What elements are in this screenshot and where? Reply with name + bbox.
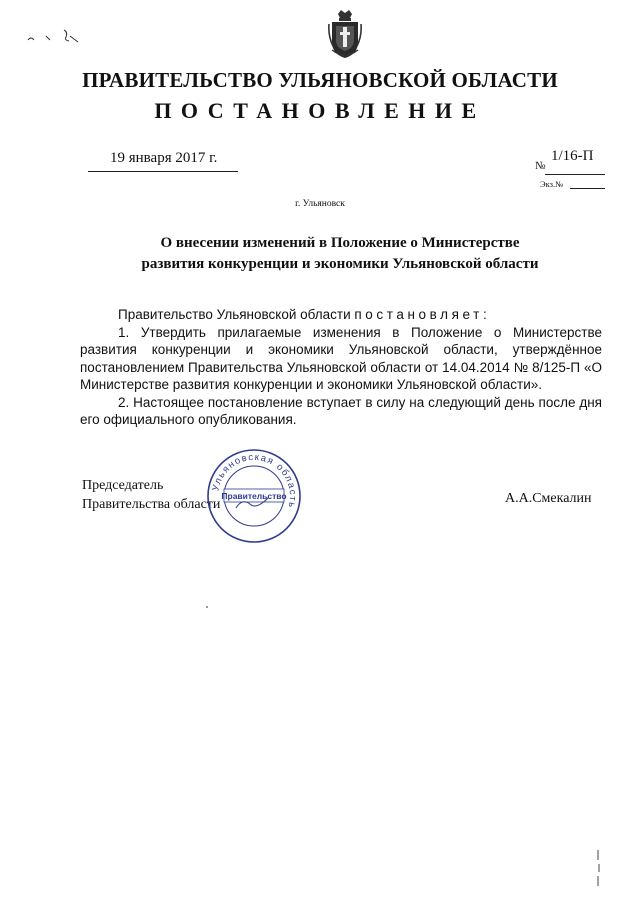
government-title: ПРАВИТЕЛЬСТВО УЛЬЯНОВСКОЙ ОБЛАСТИ bbox=[82, 68, 558, 92]
document-city: г. Ульяновск bbox=[295, 199, 345, 209]
coat-of-arms-icon bbox=[328, 8, 362, 60]
document-number: 1/16-П bbox=[551, 148, 594, 164]
margin-scribble bbox=[24, 24, 84, 50]
document-subject bbox=[100, 233, 580, 275]
official-stamp-icon bbox=[206, 448, 302, 544]
copy-number-underline bbox=[570, 188, 605, 189]
number-label: № bbox=[535, 160, 546, 172]
intro-colon: : bbox=[482, 307, 487, 322]
date-underline bbox=[88, 171, 238, 172]
document-type: ПОСТАНОВЛЕНИЕ bbox=[154, 98, 486, 123]
speck bbox=[206, 606, 208, 608]
signatory-position bbox=[82, 476, 220, 514]
margin-mark bbox=[592, 848, 604, 888]
position-line-2: Правительства области bbox=[82, 497, 221, 512]
body-item-1: 1. Утвердить прилагаемые изменения в Положение о Министерстве развития конкуренции и экономики Ульяновской области, утверждённое постановлением Правительства Ульяновской области от 14.04.2014 № 8/125-П «О Министерстве развития конкуренции и экономики Ульяновской области». bbox=[80, 324, 602, 392]
signatory-name: А.А.Смекалин bbox=[505, 491, 592, 506]
subject-line-1: О внесении изменений в Положение о Министерстве bbox=[160, 235, 520, 251]
document-body bbox=[80, 306, 602, 429]
position-line-1: Председатель bbox=[82, 478, 164, 493]
document-date: 19 января 2017 г. bbox=[110, 150, 218, 166]
intro-prefix: Правительство Ульяновской области bbox=[118, 307, 355, 322]
copy-number-label: Экз.№ bbox=[540, 179, 564, 189]
stamp-center-text: Правительство bbox=[221, 491, 287, 501]
subject-line-2: развития конкуренции и экономики Ульяновской области bbox=[141, 256, 539, 272]
number-underline bbox=[545, 174, 605, 175]
body-item-2: 2. Настоящее постановление вступает в силу на следующий день после дня его официального опубликования. bbox=[80, 394, 602, 427]
body-intro bbox=[80, 306, 602, 324]
intro-resolves: постановляет bbox=[354, 307, 483, 322]
stamp-ring-text: Ульяновская область bbox=[210, 451, 299, 510]
